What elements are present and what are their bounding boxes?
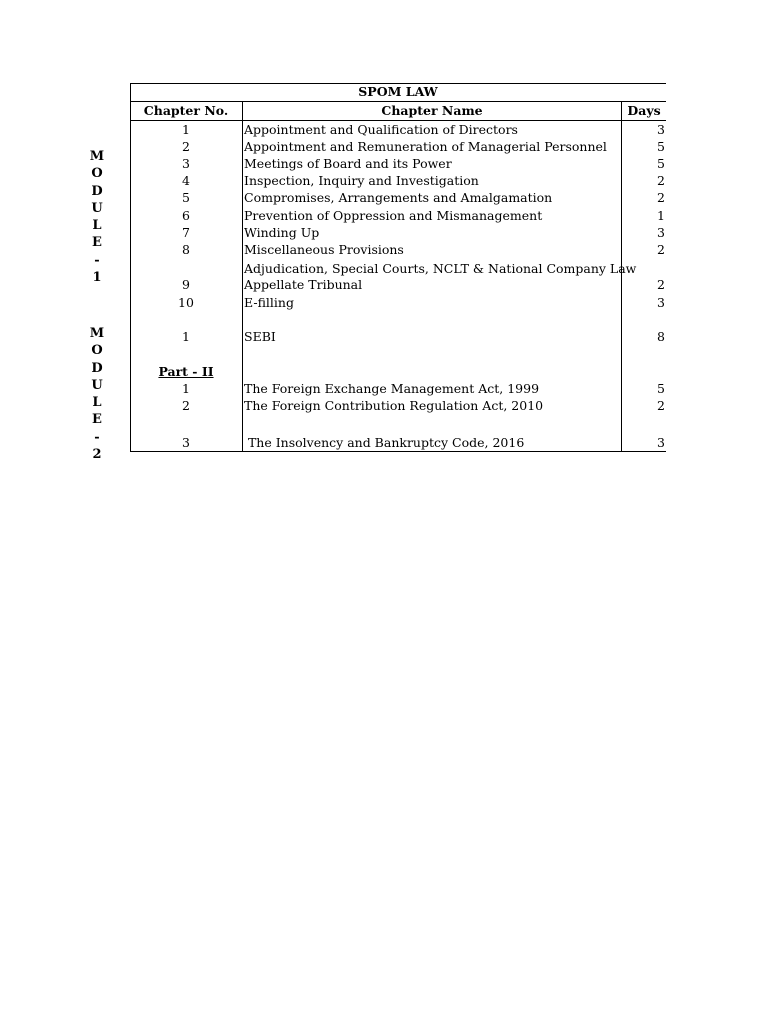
chapter-no: 10 [178, 295, 194, 310]
module-1-letter: D [91, 183, 103, 199]
module-2-letter: D [91, 360, 103, 376]
chapter-days: 2 [657, 277, 665, 292]
chapter-name: The Insolvency and Bankruptcy Code, 2016 [244, 435, 525, 450]
chapter-days: 3 [657, 225, 665, 240]
chapter-name: The Foreign Exchange Management Act, 1999 [244, 381, 540, 396]
chapter-days: 3 [657, 122, 665, 137]
module-2-letter: O [91, 343, 103, 359]
col-divider-1 [242, 101, 243, 452]
chapter-name: Appointment and Remuneration of Managerial Personnel [244, 139, 607, 154]
module-1-letter: L [92, 218, 102, 234]
table-bottom-border [130, 451, 666, 452]
chapter-days: 2 [657, 242, 665, 257]
module-2-letter: E [92, 412, 102, 428]
chapter-days: 1 [657, 208, 665, 223]
chapter-no: 6 [182, 208, 190, 223]
module-1-label [89, 148, 105, 286]
chapter-name: Compromises, Arrangements and Amalgamation [244, 190, 553, 205]
chapter-days: 3 [657, 295, 665, 310]
chapter-no: 5 [182, 190, 190, 205]
chapter-no: 4 [182, 173, 190, 188]
module-1-letter: E [92, 235, 102, 251]
chapter-name: The Foreign Contribution Regulation Act, 2010 [244, 398, 544, 413]
chapter-no: 2 [182, 398, 190, 413]
module-2-letter: - [94, 429, 100, 445]
chapter-no: 7 [182, 225, 190, 240]
module-2-letter: L [92, 395, 102, 411]
module-2-label [89, 325, 105, 463]
module-1-letter: O [91, 166, 103, 182]
chapter-days: 2 [657, 173, 665, 188]
header-chapter-no: Chapter No. [143, 103, 229, 118]
chapter-no: 1 [182, 329, 190, 344]
chapter-days: 5 [657, 156, 665, 171]
chapter-name: SEBI [244, 329, 276, 344]
chapter-name: Appointment and Qualification of Directors [244, 122, 518, 137]
spom-law-table [130, 83, 666, 452]
chapter-name: Meetings of Board and its Power [244, 156, 452, 171]
chapter-days: 2 [657, 190, 665, 205]
module-2-letter: U [91, 377, 103, 393]
chapter-no: 1 [182, 381, 190, 396]
header-chapter-name: Chapter Name [381, 103, 483, 118]
header-days: Days [627, 103, 661, 118]
chapter-no: 9 [182, 277, 190, 292]
part-ii-label: Part - II [158, 364, 214, 379]
module-1-letter: U [91, 200, 103, 216]
module-1-letter: - [94, 252, 100, 268]
chapter-days: 8 [657, 329, 665, 344]
chapter-name: E-filling [244, 295, 294, 310]
chapter-no: 3 [182, 435, 190, 450]
chapter-no: 2 [182, 139, 190, 154]
module-2-letter: M [89, 326, 105, 341]
chapter-days: 5 [657, 381, 665, 396]
chapter-days: 3 [657, 435, 665, 450]
module-1-letter: M [89, 149, 105, 164]
chapter-name: Prevention of Oppression and Mismanagement [244, 208, 543, 223]
chapter-no: 1 [182, 122, 190, 137]
module-2-letter: 2 [92, 447, 102, 463]
chapter-name-line2: Appellate Tribunal [244, 277, 363, 292]
chapter-no: 8 [182, 242, 190, 257]
chapter-no: 3 [182, 156, 190, 171]
chapter-name: Inspection, Inquiry and Investigation [244, 173, 479, 188]
chapter-days: 2 [657, 398, 665, 413]
chapter-days: 5 [657, 139, 665, 154]
chapter-name-line1: Adjudication, Special Courts, NCLT & National Company Law [244, 261, 637, 276]
chapter-name: Winding Up [244, 225, 320, 240]
module-1-letter: 1 [92, 270, 102, 286]
sheet-title: SPOM LAW [358, 84, 438, 99]
chapter-name: Miscellaneous Provisions [244, 242, 404, 257]
